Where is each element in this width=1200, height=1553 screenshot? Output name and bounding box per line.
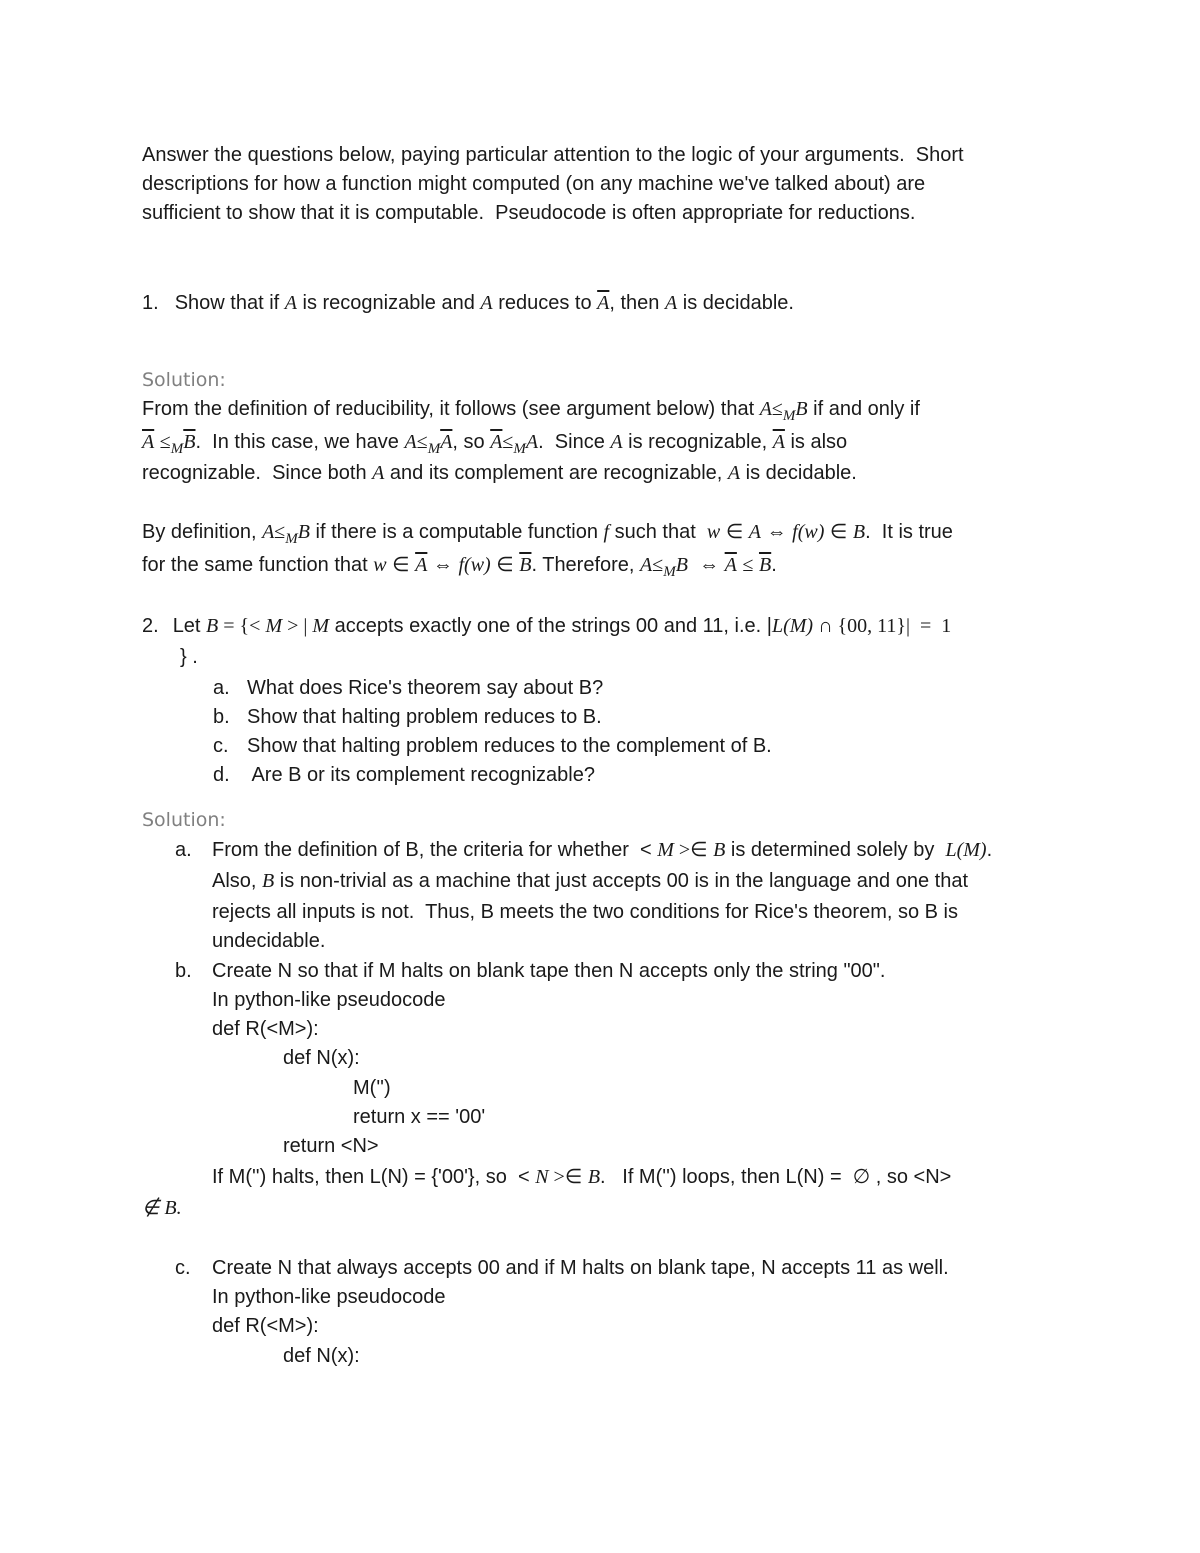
question-2-item-c: c. Show that halting problem reduces to the complement of B. <box>213 735 772 757</box>
solution-2c-line-1: c. Create N that always accepts 00 and if M halts on blank tape, N accepts 11 as well. <box>175 1257 949 1279</box>
solution-1-line-1: From the definition of reducibility, it follows (see argument below) that $A\le_MB$ if and only if <box>142 398 920 424</box>
code-line: return <N> <box>283 1135 379 1157</box>
question-2-item-b: b. Show that halting problem reduces to B. <box>213 706 602 728</box>
solution-label: Solution: <box>142 809 226 831</box>
code-line: M('') <box>353 1077 391 1099</box>
question-2-item-d: d. Are B or its complement recognizable? <box>213 764 595 786</box>
solution-2a-line-1: a. From the definition of B, the criteria for whether < M >∈ B is determined solely by L(M). <box>175 839 993 861</box>
intro-line-1: Answer the questions below, paying particular attention to the logic of your arguments. Short <box>142 144 964 166</box>
code-line: def N(x): <box>283 1047 360 1069</box>
question-1: 1. Show that if A is recognizable and A reduces to $\overline{A}$, then A is decidable. <box>142 292 794 314</box>
solution-2a-line-3: rejects all inputs is not. Thus, B meets the two conditions for Rice's theorem, so B is <box>212 901 958 923</box>
code-line: def N(x): <box>283 1345 360 1367</box>
solution-label: Solution: <box>142 369 226 391</box>
solution-2b-conclusion: If M('') halts, then L(N) = {'00'}, so < N >∈ B. If M('') loops, then L(N) = ∅ , so <N> <box>212 1166 952 1188</box>
code-line: def R(<M>): <box>212 1018 319 1040</box>
code-line: def R(<M>): <box>212 1315 319 1337</box>
code-line: return x == '00' <box>353 1106 486 1128</box>
question-2-line-1: 2. Let B = {< M > | M accepts exactly one of the strings 00 and 11, i.e. |L(M) ∩ {00, 11}| = 1 <box>142 615 952 637</box>
solution-2c-line-2: In python-like pseudocode <box>212 1286 446 1308</box>
solution-2a-line-4: undecidable. <box>212 930 326 952</box>
solution-1-line-5: for the same function that w ∈ $\overline{A}$ ⇔ f(w) ∈ $\overline{B}$. Therefore, $A\le_MB$ ⇔ $\overline{A} \le \overline{B}$. <box>142 554 777 580</box>
solution-1-line-4: By definition, $A\le_MB$ if there is a computable function f such that w ∈ A ⇔ f(w) ∈ B. It is true <box>142 521 953 547</box>
solution-1-line-2: $\overline{A} \le_M\overline{B}$. In this case, we have $A\le_M\overline{A}$, so $\overline{A}\le_MA$. Since A is recognizable, $\overline{A}$ is also <box>142 431 848 457</box>
question-number: 1. <box>142 292 159 314</box>
question-number: 2. <box>142 615 159 637</box>
solution-1-line-3: recognizable. Since both A and its complement are recognizable, A is decidable. <box>142 462 857 484</box>
solution-2b-conclusion-cont: ∉ B. <box>142 1197 182 1219</box>
intro-line-2: descriptions for how a function might computed (on any machine we've talked about) are <box>142 173 926 195</box>
solution-2b-line-2: In python-like pseudocode <box>212 989 446 1011</box>
solution-2b-line-1: b. Create N so that if M halts on blank tape then N accepts only the string "00". <box>175 960 886 982</box>
solution-2a-line-2: Also, B is non-trivial as a machine that just accepts 00 is in the language and one that <box>212 870 969 892</box>
question-2-line-2: } . <box>180 646 198 668</box>
intro-line-3: sufficient to show that it is computable. Pseudocode is often appropriate for reductions. <box>142 202 916 224</box>
question-2-item-a: a. What does Rice's theorem say about B? <box>213 677 604 699</box>
